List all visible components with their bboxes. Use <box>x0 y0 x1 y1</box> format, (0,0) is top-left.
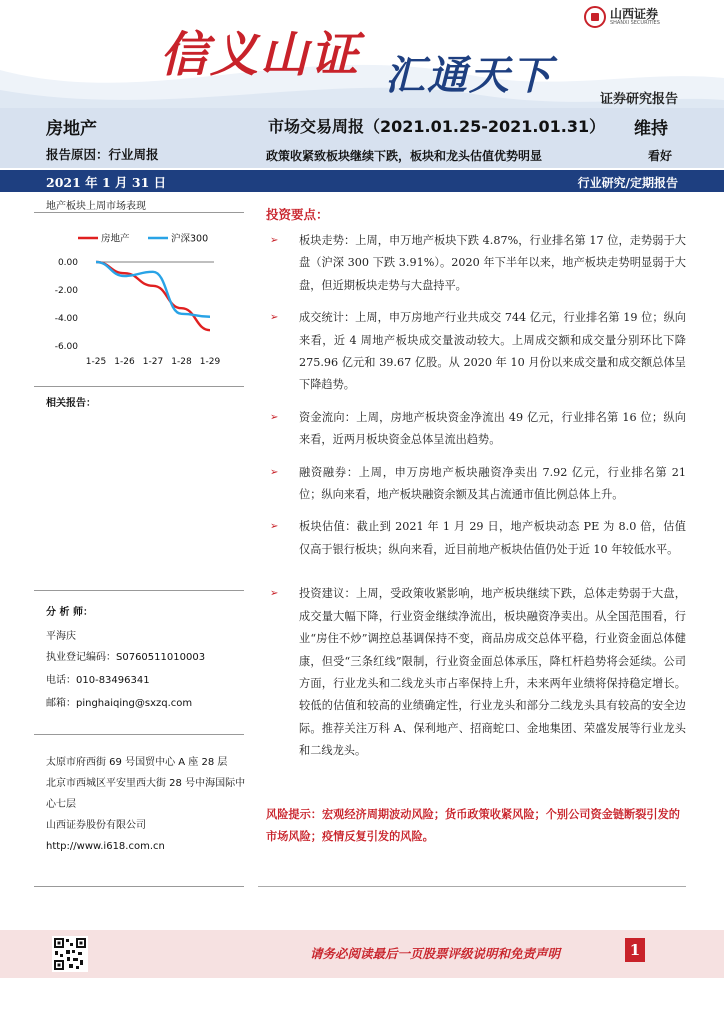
report-type: 证券研究报告 <box>599 92 678 107</box>
x-tick-label: 1-29 <box>199 357 221 367</box>
legend-label: 房地产 <box>101 233 130 245</box>
sector-performance-chart <box>40 224 240 374</box>
bullet-arrow-icon: ➢ <box>270 411 279 423</box>
x-tick-label: 1-26 <box>114 357 135 367</box>
bullet-text: 投资建议：上周，受政策收紧影响，地产板块继续下跌，总体走势弱于大盘，成交量大幅下降，行业资金继续净流出，板块融资净卖出。从全国范围看，行业“房住不炒”调控总基调保持不变，商品房成交总体平稳，行业资金面总体健康，但受“三条红线”限制，行业资金面总体承压，降杠杆趋势将会延续。公司方面，行业龙头和二线龙头市占率保持上升，未来两年业绩将保持稳定增长。较低的估值和较高的业绩确定性，行业龙头和部分二线龙头具有较高的安全边际。推荐关注万科 A、保利地产、招商蛇口、金地集团、荣盛发展等行业龙头和二线龙头。 <box>299 587 686 758</box>
rating-value: 看好 <box>648 149 673 163</box>
slogan-red: 信义山证 <box>160 27 361 83</box>
series-line-沪深300 <box>96 262 210 317</box>
company-website[interactable]: http://www.i618.com.cn <box>46 841 165 852</box>
bullet-text: 板块估值：截止到 2021 年 1 月 29 日，地产板块动态 PE 为 8.0 倍，估值仅高于银行板块；纵向来看，近目前地产板块估值仍处于近 10 年较低水平。 <box>299 520 686 556</box>
address-line: 太原市府西街 69 号国贸中心 A 座 28 层 <box>46 757 228 768</box>
report-date: 2021 年 1 月 31 日 <box>46 175 167 190</box>
key-points-list <box>266 230 686 773</box>
divider <box>34 590 244 591</box>
y-tick-label: -2.00 <box>54 286 78 296</box>
bullet-text: 资金流向：上周，房地产板块资金净流出 49 亿元，行业排名第 16 位；纵向来看，近两月板块资金总体呈流出趋势。 <box>299 410 686 447</box>
report-title: 市场交易周报（2021.01.25-2021.01.31） <box>268 117 606 136</box>
bullet-arrow-icon: ➢ <box>270 235 279 246</box>
risk-text: 宏观经济周期波动风险；货币政策收紧风险；个别公司资金链断裂引发的市场风险；疫情反复引发的风险。 <box>266 808 680 843</box>
x-tick-label: 1-27 <box>142 357 164 367</box>
divider <box>258 886 686 887</box>
list-item <box>266 230 686 297</box>
list-item <box>266 407 686 452</box>
key-points-title: 投资要点： <box>266 207 329 222</box>
risk-warning <box>266 804 686 848</box>
divider <box>34 886 244 887</box>
report-subtitle: 政策收紧致板块继续下跌，板块和龙头估值优势明显 <box>266 149 543 163</box>
logo-emblem-icon <box>584 6 606 28</box>
chart-heading: 地产板块上周市场表现 <box>46 201 146 212</box>
qr-code-icon <box>52 936 88 972</box>
bullet-text: 板块走势：上周，申万地产板块下跌 4.87%，行业排名第 17 位，走势弱于大盘（沪深 300 下跌 3.91%）。2020 年下半年以来，地产板块走势明显弱于大盘，但近期板块走势与大盘持平。 <box>299 234 686 292</box>
bullet-arrow-icon: ➢ <box>270 588 279 600</box>
bullet-arrow-icon: ➢ <box>270 466 279 478</box>
list-item <box>266 307 686 397</box>
divider <box>34 212 244 213</box>
analyst-email[interactable]: 邮箱：pinghaiqing@sxzq.com <box>46 698 193 709</box>
address-block <box>46 752 246 857</box>
analyst-license: 执业登记编码：S0760511010003 <box>46 652 206 663</box>
x-tick-label: 1-25 <box>85 357 107 367</box>
analyst-name: 平海庆 <box>46 631 76 642</box>
list-item <box>266 462 686 507</box>
disclaimer-text: 请务必阅读最后一页股票评级说明和免责声明 <box>310 946 561 961</box>
report-reason: 报告原因：行业周报 <box>46 147 159 162</box>
logo-name-cn: 山西证券 <box>610 7 659 21</box>
rating-action: 维持 <box>634 119 668 139</box>
banner <box>0 0 724 108</box>
legend-label: 沪深300 <box>171 233 209 245</box>
report-category: 行业研究/定期报告 <box>577 176 678 190</box>
y-tick-label: -4.00 <box>54 314 78 324</box>
divider <box>34 386 244 387</box>
divider <box>34 734 244 735</box>
bullet-text: 成交统计：上周，申万房地产行业共成交 744 亿元，行业排名第 19 位；纵向来看，近 4 周地产板块成交量波动较大。上周成交额和成交量分别环比下降 275.96 亿元和 39.67 亿股。从 2020 年 10 月份以来成交量和成交额总体呈下降趋势。 <box>299 311 686 392</box>
list-item <box>266 516 686 561</box>
bullet-arrow-icon: ➢ <box>270 312 279 324</box>
address-line: 北京市西城区平安里西大街 28 号中海国际中心七层 <box>46 778 246 810</box>
company-name: 山西证券股份有限公司 <box>46 820 146 831</box>
slogan-blue: 汇通天下 <box>385 52 553 99</box>
risk-label: 风险提示： <box>266 808 322 821</box>
list-item <box>266 583 686 762</box>
bullet-text: 融资融券：上周，申万房地产板块融资净卖出 7.92 亿元，行业排名第 21 位；纵向来看，地产板块融资余额及其占流通市值比例总体上升。 <box>299 465 686 502</box>
related-reports-label: 相关报告： <box>46 398 96 409</box>
analyst-phone: 电话：010-83496341 <box>46 675 150 686</box>
logo-name-en: SHANXI SECURITIES <box>610 20 660 26</box>
bullet-arrow-icon: ➢ <box>270 521 279 533</box>
page-number: 1 <box>625 938 645 962</box>
x-tick-label: 1-28 <box>171 357 192 367</box>
y-tick-label: -6.00 <box>54 342 78 352</box>
company-logo <box>584 6 660 28</box>
y-tick-label: 0.00 <box>57 258 78 268</box>
analyst-label: 分 析 师： <box>46 607 93 618</box>
sector-name: 房地产 <box>46 119 97 139</box>
